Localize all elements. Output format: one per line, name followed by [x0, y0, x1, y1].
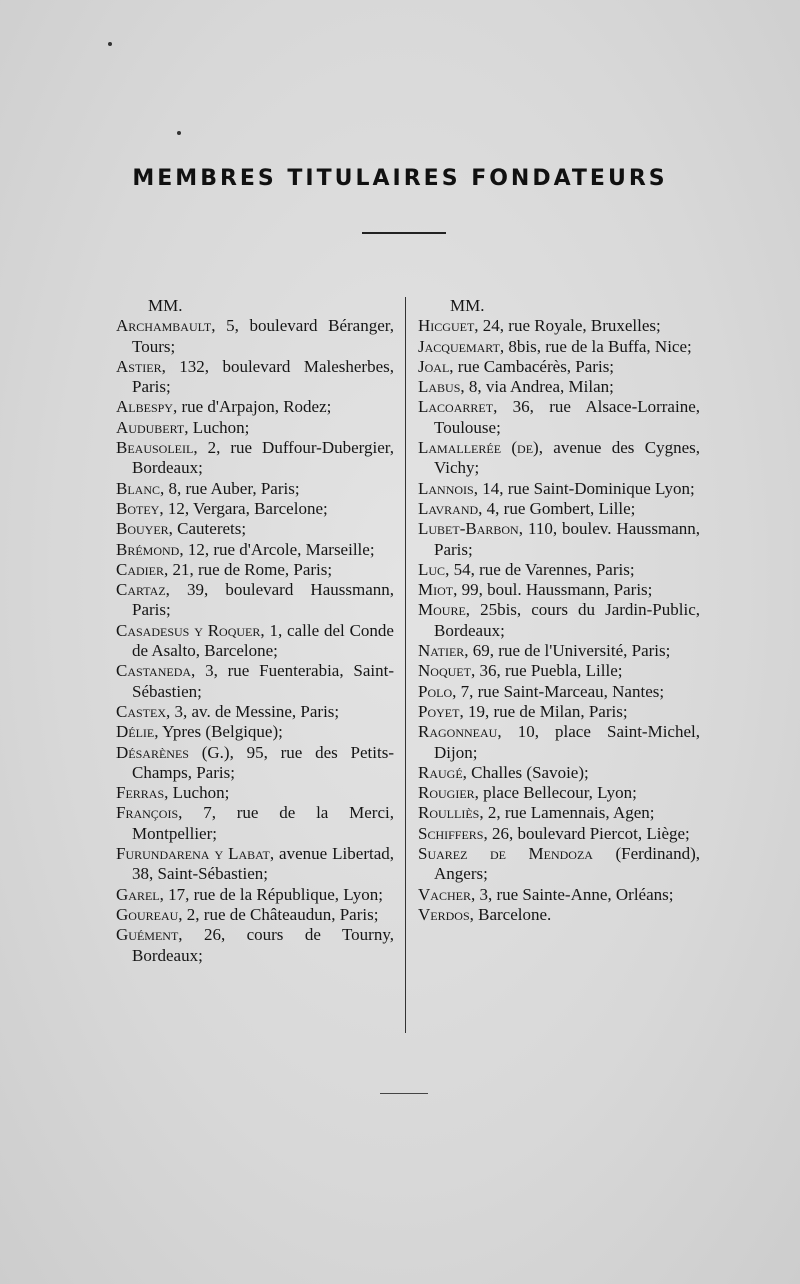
- member-entry: [116, 540, 394, 560]
- member-name: Castaneda: [116, 661, 192, 681]
- member-entry: [418, 519, 700, 560]
- member-name: Roulliès: [418, 803, 480, 823]
- member-name: Rougier: [418, 783, 475, 803]
- member-entry: [116, 783, 394, 803]
- member-entry: [418, 438, 700, 479]
- column-divider: [405, 297, 406, 1033]
- member-entry: [116, 702, 394, 722]
- member-address: , 110, boulev. Haussmann, Paris;: [434, 519, 700, 559]
- member-entry: [418, 479, 700, 499]
- member-address: , 8bis, rue de la Buffa, Nice;: [499, 336, 692, 356]
- member-name: Lacoarret: [418, 397, 494, 417]
- member-address: , 7, rue de la Merci, Montpellier;: [132, 803, 394, 843]
- member-entry: [418, 905, 700, 925]
- member-address: , 12, rue d'Arcole, Marseille;: [179, 539, 375, 559]
- bottom-rule: [380, 1093, 428, 1094]
- member-entry: [418, 357, 700, 377]
- member-entry: [116, 885, 394, 905]
- member-name: Jacquemart: [418, 336, 500, 356]
- member-name: Miot: [418, 580, 454, 600]
- member-entry: [116, 438, 394, 479]
- member-name: Furundarena y Labat: [116, 844, 270, 864]
- member-entry: [116, 357, 394, 398]
- member-name: Verdos: [418, 904, 470, 924]
- member-address: , 8, rue Auber, Paris;: [160, 478, 300, 498]
- member-name: Lamallerée (de): [418, 438, 539, 458]
- member-entry: [116, 479, 394, 499]
- member-address: , 36, rue Alsace-Lorraine, Toulouse;: [434, 397, 700, 437]
- member-name: Schiffers: [418, 823, 484, 843]
- member-name: Poyet: [418, 701, 460, 721]
- member-entry: [418, 844, 700, 885]
- member-name: Noquet: [418, 661, 471, 681]
- member-entry: [116, 418, 394, 438]
- member-address: , 3, av. de Messine, Paris;: [166, 701, 340, 721]
- member-address: , 3, rue Sainte-Anne, Orléans;: [470, 884, 674, 904]
- member-entry: [418, 641, 700, 661]
- member-name: Guément: [116, 925, 179, 945]
- member-name: Vacher: [418, 884, 471, 904]
- member-name: François: [116, 803, 179, 823]
- member-address: , 5, boulevard Béranger, Tours;: [132, 316, 394, 356]
- member-address: (Ferdinand), Angers;: [434, 844, 700, 884]
- print-speck: [177, 131, 181, 135]
- member-name: Archambault: [116, 316, 212, 336]
- member-name: Beausoleil: [116, 438, 194, 458]
- member-entry: [116, 844, 394, 885]
- member-entry: [418, 377, 700, 397]
- member-entry: [418, 397, 700, 438]
- member-name: Casadesus y Roquer: [116, 620, 261, 640]
- member-address: , 7, rue Saint-Marceau, Nantes;: [452, 681, 665, 701]
- member-name: Désarènes: [116, 742, 189, 762]
- member-address: , 10, place Saint-Michel, Dijon;: [434, 722, 700, 762]
- member-address: , 132, boulevard Malesherbes, Paris;: [132, 356, 394, 397]
- member-address: , Cauterets;: [168, 519, 247, 539]
- member-entry: [418, 600, 700, 641]
- member-name: Blanc: [116, 478, 161, 498]
- member-name: Ragonneau: [418, 722, 498, 742]
- member-name: Goureau: [116, 904, 179, 924]
- member-entry: [418, 783, 700, 803]
- column-header: MM.: [450, 296, 485, 315]
- member-entry: [116, 743, 394, 784]
- member-name: Astier: [116, 356, 162, 376]
- member-address: , 69, rue de l'Université, Paris;: [464, 641, 671, 661]
- member-address: , Luchon;: [184, 417, 250, 437]
- member-address: , 19, rue de Milan, Paris;: [459, 701, 628, 721]
- member-name: Cadier: [116, 559, 165, 579]
- member-address: , 17, rue de la République, Lyon;: [159, 884, 383, 904]
- member-address: , 25bis, cours du Jardin-Public, Bordeaux;: [434, 600, 700, 640]
- member-name: Castex: [116, 701, 167, 721]
- member-entry: [116, 519, 394, 539]
- member-entry: [116, 316, 394, 357]
- member-address: , Barcelone.: [469, 904, 552, 924]
- member-address: , Luchon;: [164, 783, 230, 803]
- member-name: Lannois: [418, 478, 474, 498]
- member-name: Lubet-Barbon: [418, 519, 519, 539]
- member-address: , 99, boul. Haussmann, Paris;: [453, 580, 653, 600]
- member-address: , rue d'Arpajon, Rodez;: [172, 397, 332, 417]
- member-entry: [116, 397, 394, 417]
- column-header: MM.: [148, 296, 183, 315]
- member-name: Raugé: [418, 762, 463, 782]
- member-address: , avenue des Cygnes, Vichy;: [434, 438, 700, 478]
- member-entry: [418, 885, 700, 905]
- member-name: Ferras: [116, 783, 165, 803]
- member-entry: [418, 580, 700, 600]
- member-entry: [418, 803, 700, 823]
- member-address: , 2, rue Duffour-Dubergier, Bordeaux;: [132, 438, 394, 478]
- member-entry: [116, 661, 394, 702]
- member-name: Garel: [116, 884, 160, 904]
- member-entry: [418, 499, 700, 519]
- member-name: Botey: [116, 498, 160, 518]
- member-address: , 8, via Andrea, Milan;: [460, 377, 614, 397]
- print-speck: [108, 42, 112, 46]
- entry-list-right: [418, 316, 700, 925]
- member-entry: [418, 763, 700, 783]
- title-underline: [362, 232, 446, 234]
- member-name: Audubert: [116, 417, 185, 437]
- member-entry: [418, 702, 700, 722]
- member-entry: [116, 803, 394, 844]
- right-column: [418, 296, 700, 925]
- member-address: , Challes (Savoie);: [462, 762, 589, 782]
- member-entry: [116, 722, 394, 742]
- member-address: , Ypres (Belgique);: [154, 722, 283, 742]
- member-name: Brémond: [116, 539, 180, 559]
- left-column: [116, 296, 394, 966]
- member-address: , 4, rue Gombert, Lille;: [478, 498, 636, 518]
- member-entry: [418, 722, 700, 763]
- member-name: Cartaz: [116, 580, 166, 600]
- member-entry: [418, 682, 700, 702]
- member-address: , rue Cambacérès, Paris;: [449, 356, 615, 376]
- member-address: , 24, rue Royale, Bruxelles;: [474, 316, 661, 336]
- member-address: , 36, rue Puebla, Lille;: [470, 661, 623, 681]
- member-entry: [116, 560, 394, 580]
- member-address: , place Bellecour, Lyon;: [474, 783, 637, 803]
- member-entry: [116, 925, 394, 966]
- member-address: , 14, rue Saint-Dominique Lyon;: [473, 478, 695, 498]
- member-name: Hicguet: [418, 316, 475, 336]
- member-address: , 1, calle del Conde de Asalto, Barcelone;: [132, 620, 394, 661]
- member-name: Albespy: [116, 397, 173, 417]
- member-name: Natier: [418, 641, 465, 661]
- member-name: Délie: [116, 722, 155, 742]
- member-name: Joal: [418, 356, 450, 376]
- member-address: , 54, rue de Varennes, Paris;: [445, 559, 635, 579]
- member-entry: [116, 499, 394, 519]
- member-address: (G.), 95, rue des Petits-Champs, Paris;: [132, 742, 394, 782]
- member-name: Bouyer: [116, 519, 169, 539]
- member-address: , 3, rue Fuenterabia, Saint-Sébastien;: [132, 661, 394, 701]
- member-entry: [418, 337, 700, 357]
- member-address: , 2, rue Lamennais, Agen;: [479, 803, 655, 823]
- page-title: MEMBRES TITULAIRES FONDATEURS: [132, 166, 668, 191]
- member-entry: [116, 905, 394, 925]
- member-entry: [418, 560, 700, 580]
- member-address: , 21, rue de Rome, Paris;: [164, 559, 333, 579]
- member-entry: [116, 580, 394, 621]
- member-address: , avenue Libertad, 38, Saint-Sébastien;: [132, 844, 394, 884]
- member-entry: [116, 621, 394, 662]
- member-address: , 26, cours de Tourny, Bordeaux;: [132, 925, 394, 965]
- member-entry: [418, 661, 700, 681]
- member-address: , 2, rue de Châteaudun, Paris;: [178, 904, 379, 924]
- member-name: Labus: [418, 377, 461, 397]
- member-name: Moure: [418, 600, 466, 620]
- member-address: , 12, Vergara, Barcelone;: [159, 498, 328, 518]
- member-name: Lavrand: [418, 498, 479, 518]
- member-name: Polo: [418, 681, 453, 701]
- entry-list-left: [116, 316, 394, 966]
- member-address: , 39, boulevard Haussmann, Paris;: [132, 580, 394, 620]
- member-entry: [418, 824, 700, 844]
- member-name: Luc: [418, 559, 446, 579]
- member-entry: [418, 316, 700, 336]
- member-address: , 26, boulevard Piercot, Liège;: [483, 823, 690, 843]
- member-name: Suarez de Mendoza: [418, 844, 593, 864]
